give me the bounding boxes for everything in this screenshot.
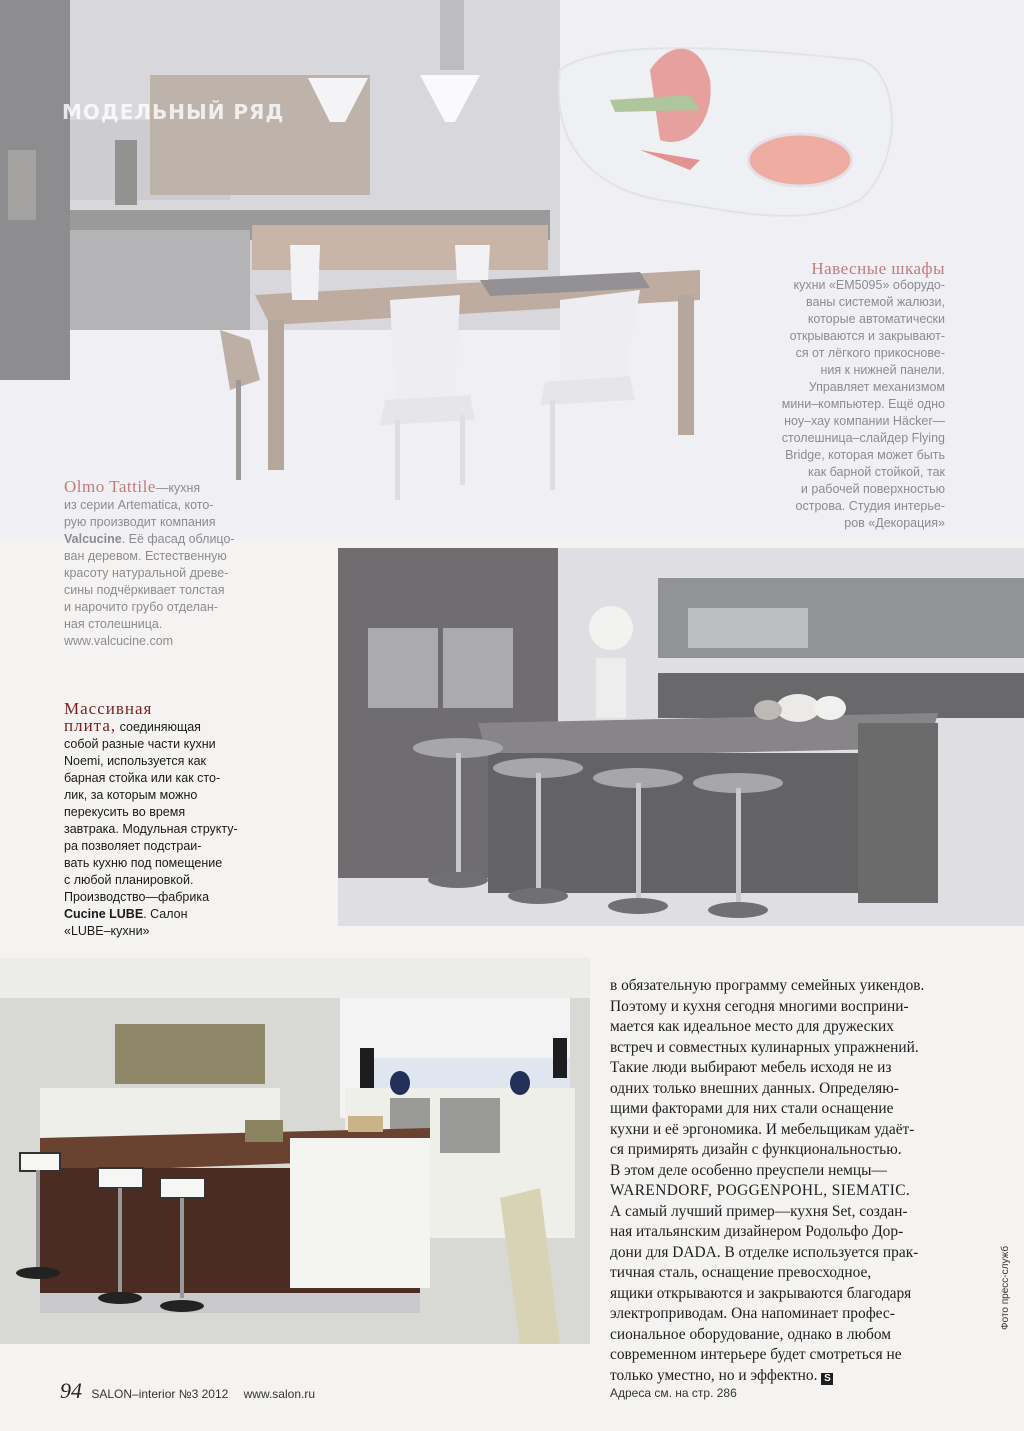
body-line: Поэтому и кухня сегодня многими восприни-: [610, 997, 909, 1015]
caption-line: как барной стойкой, так: [808, 465, 945, 479]
caption-line: ван деревом. Естественную: [64, 549, 227, 563]
caption-massive-slab: [64, 700, 279, 940]
body-line: тичная сталь, оснащение превосходное,: [610, 1264, 872, 1281]
end-mark-icon: S: [821, 1373, 833, 1385]
caption-line: кухни «ЕМ5095» оборудо-: [793, 278, 945, 292]
website-link[interactable]: www.salon.ru: [243, 1387, 316, 1401]
caption-olmo-brand: Valcucine: [64, 532, 122, 546]
caption-line: и рабочей поверхностью: [800, 482, 945, 496]
caption-olmo-tattile: [64, 478, 264, 650]
caption-line: мини–компьютер. Ещё одно: [781, 397, 945, 411]
caption-line: которые автоматически: [807, 312, 945, 326]
caption-line: . Её фасад облицо-: [121, 532, 235, 546]
body-line: А самый лучший пример—кухня Set, создан-: [610, 1202, 908, 1220]
caption-line: столешница–слайдер Flying: [781, 431, 945, 445]
caption-line: ваны системой жалюзи,: [805, 295, 945, 309]
body-line: В этом деле особенно преуспели немцы—: [610, 1161, 887, 1179]
caption-line: ров «Декорация»: [844, 516, 945, 530]
photo-noemi-kitchen: [338, 548, 1024, 926]
body-line: одних только внешних данных. Определяю-: [610, 1079, 899, 1097]
body-line: встреч и совместных кулинарных упражнений.: [610, 1038, 919, 1056]
magazine-issue: SALON–interior №3 2012: [91, 1387, 229, 1401]
caption-line: перекусить во время: [64, 805, 186, 819]
body-line: Такие люди выбирают мебель исходя не из: [610, 1059, 892, 1076]
caption-line: ная столешница.: [64, 617, 163, 631]
caption-line: барная стойка или как сто-: [64, 771, 221, 785]
body-line: WARENDORF, POGGENPOHL, SIEMATIC.: [610, 1182, 911, 1199]
caption-line: —кухня: [155, 481, 201, 495]
body-line: сиональное оборудование, однако в любом: [610, 1325, 891, 1343]
caption-olmo-link[interactable]: www.valcucine.com: [64, 634, 174, 648]
caption-line: ния к нижней панели.: [820, 363, 945, 377]
caption-line: соединяющая: [116, 720, 201, 734]
page-number: 94: [60, 1378, 82, 1403]
caption-line: ра позволяет подстраи-: [64, 839, 202, 853]
body-line: ная итальянским дизайнером Родольфо Дор-: [610, 1223, 904, 1240]
caption-line: собой разные части кухни: [64, 737, 216, 751]
caption-massive-lead-2: плита,: [64, 716, 117, 735]
caption-line: вать кухню под помещение: [64, 856, 223, 870]
caption-line: сины подчёркивает толстая: [64, 583, 225, 597]
photo-set-kitchen: [0, 958, 590, 1344]
caption-olmo-lead: Olmo Tattile: [64, 477, 156, 496]
body-line: дони для DADA. В отделке используется прак-: [610, 1243, 919, 1261]
body-line: кухни и её эргономика. И мебельщикам удаёт-: [610, 1120, 915, 1138]
caption-line: открываются и закрывают-: [789, 329, 945, 343]
caption-line: острова. Студия интерье-: [795, 499, 945, 513]
photo-credit-text: Фото пресс-служб: [1000, 1245, 1011, 1330]
body-line: в обязательную программу семейных уикендов.: [610, 977, 925, 994]
body-line: мается как идеальное место для дружеских: [610, 1018, 894, 1035]
caption-line: ся от лёгкого прикоснове-: [795, 346, 945, 360]
caption-hanging-cabinets-lead: Навесные шкафы: [811, 259, 945, 278]
article-body: [610, 976, 948, 1386]
caption-line: . Салон: [143, 907, 188, 921]
caption-hanging-cabinets: [690, 260, 945, 532]
body-line: щими факторами для них стали оснащение: [610, 1100, 894, 1117]
footer-left: [60, 1378, 315, 1404]
body-line: современном интерьере будет смотреться не: [610, 1346, 902, 1363]
caption-line: рую производит компания: [64, 515, 216, 529]
caption-line: Bridge, которая может быть: [785, 448, 945, 462]
caption-line: красоту натуральной древе-: [64, 566, 229, 580]
section-label: МОДЕЛЬНЫЙ РЯД: [62, 100, 285, 124]
caption-line: и нарочито грубо отделан-: [64, 600, 218, 614]
caption-line: Производство—фабрика: [64, 890, 210, 904]
caption-line: ноу–хау компании Häcker—: [784, 414, 945, 428]
caption-line: с любой планировкой.: [64, 873, 194, 887]
caption-line: Управляет механизмом: [808, 380, 945, 394]
caption-line: Noemi, используется как: [64, 754, 207, 768]
body-line: ся примирять дизайн с функциональностью.: [610, 1141, 902, 1158]
body-line: только уместно, но и эффектно.: [610, 1366, 818, 1384]
caption-line: лик, за которым можно: [64, 788, 198, 802]
caption-massive-lead: Массивная: [64, 699, 153, 718]
caption-line: из серии Artematica, кото-: [64, 498, 214, 512]
caption-massive-brand: Cucine LUBE: [64, 907, 144, 921]
body-line: ящики открываются и закрываются благодаря: [610, 1284, 912, 1302]
caption-line: завтрака. Модульная структу-: [64, 822, 238, 836]
address-reference: Адреса см. на стр. 286: [610, 1386, 737, 1400]
body-line: электроприводам. Она напоминает профес-: [610, 1305, 895, 1322]
photo-credit: [1000, 1160, 1012, 1330]
caption-line: «LUBE–кухни»: [64, 924, 150, 938]
